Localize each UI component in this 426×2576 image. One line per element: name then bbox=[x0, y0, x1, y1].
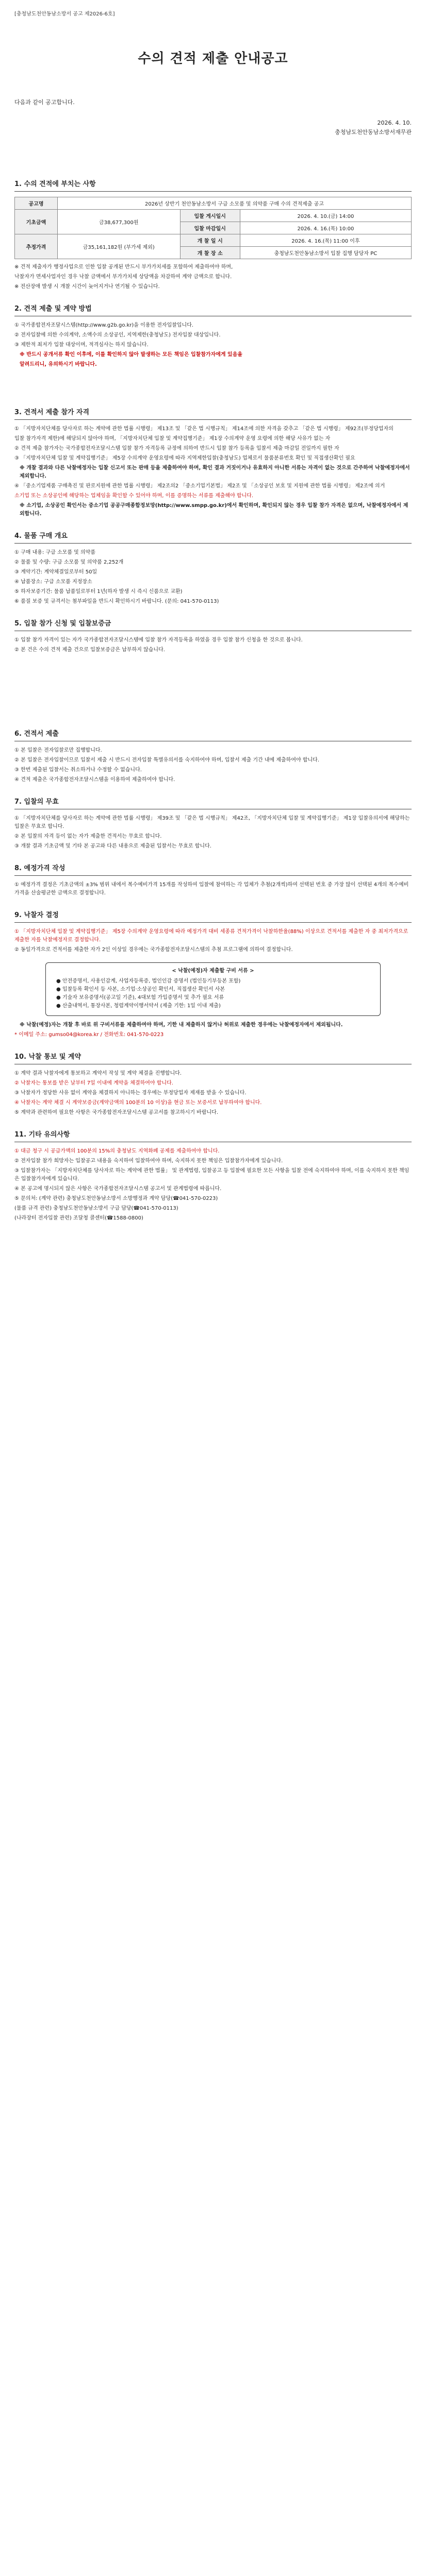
list-item: ④ 견적 제출은 국가종합전자조달시스템을 이용하여 제출하여야 합니다. bbox=[14, 777, 175, 783]
warning-note: ※ 소기업, 소상공인 확인서는 중소기업 공공구매종합정보망(http://www.smpp.go.kr)에서 확인하며, 확인되지 않는 경우 입찰 참가 자격은 없으며, 낙찰예정자에서 제외합니다. bbox=[20, 503, 408, 517]
table-cell: 개 찰 장 소 bbox=[180, 247, 240, 259]
list-item: ③ 개찰 결과 기초금액 및 기타 본 공고와 다른 내용으로 제출된 입찰서는 무효로 합니다. bbox=[14, 843, 211, 849]
table-cell: 2026. 4. 10.(금) 14:00 bbox=[240, 210, 411, 222]
note-text: ※ 견적 제출자가 행정사업으로 인한 입찰 공개된 반드시 부가가치세를 포함하여 제출하여야 하며, bbox=[14, 264, 233, 270]
section-5-title: 5. 입찰 참가 신청 및 입찰보증금 bbox=[14, 620, 111, 628]
list-item: ③ 계약기간: 계약체결일로부터 50일 bbox=[14, 569, 97, 575]
list-item: ③ 낙찰자가 정당한 사유 없이 계약을 체결하지 아니하는 경우에는 부정당업자 제재를 받을 수 있습니다. bbox=[14, 1090, 247, 1096]
list-item: ① 예정가격 결정은 기초금액의 ±3% 범위 내에서 복수예비가격 15개를 작성하여 입찰에 참여하는 각 업체가 추첨(2개씩)하여 선택된 번호 중 가장 많이 선택된 4개의 복수예비가격을 산술평균한 금액으로 결정합니다. bbox=[14, 882, 409, 896]
section-7-title: 7. 입찰의 무효 bbox=[14, 798, 59, 806]
table-cell: 개 찰 일 시 bbox=[180, 234, 240, 247]
required-documents-box bbox=[45, 962, 381, 1016]
list-item: ③ 「지방자치단체 입찰 및 계약집행기준」 제5장 수의계약 운영요령에 따라 지역제한입찰(충청남도) 업체로서 물품분류번호 확인 및 직접생산확인 필요 bbox=[14, 455, 355, 461]
list-item: ② 전자입찰 참가 희망자는 입찰공고 내용을 숙지하여 입찰하여야 하며, 숙지하지 못한 책임은 입찰참가자에게 있습니다. bbox=[14, 1158, 283, 1164]
list-item: ● 안전증명서, 사용인감계, 사업자등록증, 법인인감 증명서 (법인등기부등본 포함) bbox=[56, 978, 241, 984]
section-divider bbox=[14, 191, 412, 192]
list-item: ② 본 건은 수의 견적 제출 건으로 입찰보증금은 납부하지 않습니다. bbox=[14, 647, 165, 653]
list-item: ④ 본 공고에 명시되지 않은 사항은 국가종합전자조달시스템 공고서 및 관계법령에 따릅니다. bbox=[14, 1186, 222, 1192]
notice-date: 2026. 4. 10. bbox=[377, 120, 412, 126]
table-cell: 2026. 4. 16.(목) 11:00 이후 bbox=[240, 234, 411, 247]
section-divider bbox=[14, 543, 412, 544]
list-item: ② 동일가격으로 견적서를 제출한 자가 2인 이상일 경우에는 국가종합전자조달시스템의 추첨 프로그램에 의하여 결정합니다. bbox=[14, 947, 293, 953]
table-cell: 2026. 4. 16.(목) 10:00 bbox=[240, 222, 411, 234]
table-cell: 충청남도천안동남소방서 입찰 집행 담당자 PC bbox=[240, 247, 411, 259]
table-cell: 금38,677,300원 bbox=[58, 210, 181, 234]
list-item: ① 국가종합전자조달시스템(http://www.g2b.go.kr)을 이용한 전자입찰입니다. bbox=[14, 323, 194, 328]
list-item: ④ 「중소기업제품 구매촉진 및 판로지원에 관한 법률 시행령」 제2조의2 「중소기업기본법」 제2조 및 「소상공인 보호 및 지원에 관한 법률 시행령」 제2조에 의거 bbox=[14, 483, 385, 489]
table-cell: 입찰 마감일시 bbox=[180, 222, 240, 234]
section-6-title: 6. 견적서 제출 bbox=[14, 730, 59, 738]
section-4-title: 4. 물품 구매 개요 bbox=[14, 532, 68, 540]
list-item: ● 입찰등록 확인서 등 사본, 소기업·소상공인 확인서, 직접생산 확인서 사본 bbox=[56, 987, 225, 992]
list-item: ③ 입찰참가자는 「지방자치단체를 당사자로 하는 계약에 관한 법률」 및 관계법령, 입찰공고 등 입찰에 필요한 모든 사항을 입찰 전에 숙지하여야 하며, 이를 숙지하지 못한 책임은 입찰참가자에게 있습니다. bbox=[14, 1168, 409, 1182]
list-item: ① 「지방자치단체를 당사자로 하는 계약에 관한 법률 시행령」 제39조 및 「같은 법 시행규칙」 제42조, 「지방자치단체 입찰 및 계약집행기준」 제1장 입찰유의서에 해당하는 입찰은 무효로 합니다. bbox=[14, 816, 410, 829]
list-item: ① 대금 청구 시 공급가액의 100분의 15%의 충청남도 지역화폐 공제를 제출하여야 합니다. bbox=[14, 1148, 220, 1154]
contact-info: ⑤ 문의처: (계약 관련) 충청남도천안동남소방서 소방행정과 계약 담당(☎041-570-0223) bbox=[14, 1196, 218, 1201]
list-item: ① 「지방자치단체 입찰 및 계약집행기준」 제5장 수의계약 운영요령에 따라 예정가격 대비 세종류 견적가격이 낙찰하한율(88%) 이상으로 견적서를 제출한 자 중 최저가격으로 제출한 자를 낙찰예정자로 결정합니다. bbox=[14, 929, 408, 943]
list-item: ① 「지방자치단체를 당사자로 하는 계약에 관한 법률 시행령」 제13조 및 「같은 법 시행규칙」 제14조에 의한 자격을 갖추고 「같은 법 시행령」 제92조(부정당업자의 bbox=[14, 426, 394, 432]
list-item: ⑥ 품질 보증 및 규격서는 첨부파일을 반드시 확인하시기 바랍니다. (문의: 041-570-0113) bbox=[14, 599, 219, 604]
list-item: ② 본 입찰은 전자입찰이므로 입찰서 제출 시 반드시 전자입찰 특별유의서를 숙지하여야 하며, 입찰서 제출 기간 내에 제출하여야 합니다. bbox=[14, 757, 319, 763]
warning-note: ※ 개찰 결과와 다른 낙찰예정자는 입찰 신고서 또는 판매 등을 제출하여야 하며, 확인 결과 거짓이거나 유효하지 아니한 서류는 자격이 없는 것으로 간주하여 낙찰예정자에서 제외합니다. bbox=[20, 465, 410, 479]
section-9-title: 9. 낙찰자 결정 bbox=[14, 911, 59, 919]
warning-note: ※ 낙찰(예정)자는 개찰 후 바로 위 구비서류를 제출하여야 하며, 기한 내 제출하지 않거나 허위로 제출한 경우에는 낙찰예정자에서 제외됩니다. bbox=[20, 1022, 343, 1028]
list-item: ⑤ 계약과 관련하여 필요한 사항은 국가종합전자조달시스템 공고서를 참고하시기 바랍니다. bbox=[14, 1110, 218, 1115]
table-cell: 추정가격 bbox=[15, 234, 58, 259]
document-number: [충청남도천안동남소방서 공고 제2026-6호] bbox=[14, 11, 115, 17]
list-item: ① 입찰 참가 자격이 있는 자가 국가종합전자조달시스템에 입찰 참가 자격등록을 하였을 경우 입찰 참가 신청을 한 것으로 봅니다. bbox=[14, 637, 303, 643]
section-divider bbox=[14, 419, 412, 420]
section-3-title: 3. 견적서 제출 참가 자격 bbox=[14, 409, 90, 416]
list-item: ● 산출내역서, 통장사본, 청렴계약이행서약서 (제출 기한: 1일 이내 제출) bbox=[56, 1003, 221, 1009]
warning-note: 알려드리니, 유의하시기 바랍니다. bbox=[20, 362, 97, 367]
contact-info: (나라장터 전자입찰 관련) 조달청 콜센터(☎1588-0800) bbox=[14, 1215, 143, 1221]
section-divider bbox=[14, 922, 412, 923]
section-8-title: 8. 예정가격 작성 bbox=[14, 865, 65, 872]
list-item: ② 물품 및 수량: 구급 소모품 및 의약품 2,252개 bbox=[14, 560, 124, 565]
section-1-title: 1. 수의 견적에 부치는 사항 bbox=[14, 180, 96, 188]
list-item: ② 본 입찰의 자격 등이 없는 자가 제출한 견적서는 무효로 합니다. bbox=[14, 834, 162, 839]
list-item: ③ 제한적 최저가 입찰 대상이며, 적격심사는 하지 않습니다. bbox=[14, 342, 149, 348]
section-divider bbox=[14, 875, 412, 876]
box-title: < 낙찰(예정)자 제출할 구비 서류 > bbox=[172, 968, 254, 974]
section-10-title: 10. 낙찰 통보 및 계약 bbox=[14, 1053, 81, 1061]
table-cell: 입찰 게시일시 bbox=[180, 210, 240, 222]
table-cell: 2026년 상반기 천안동남소방서 구급 소모품 및 의약품 구매 수의 견적제출 공고 bbox=[58, 197, 412, 210]
table-cell: 기초금액 bbox=[15, 210, 58, 234]
list-item: ① 계약 결과 낙찰자에게 통보하고 계약서 작성 및 계약 체결을 진행합니다. bbox=[14, 1071, 182, 1076]
note-text: 낙찰자가 면세사업자인 경우 낙찰 금액에서 부가가치세 상당액을 차감하여 계약 금액으로 합니다. bbox=[14, 274, 232, 280]
list-item: ④ 낙찰자는 계약 체결 시 계약보증금(계약금액의 100분의 10 이상)을 현금 또는 보증서로 납부하여야 합니다. bbox=[14, 1100, 262, 1106]
list-item: ④ 납품장소: 구급 소모품 지정장소 bbox=[14, 579, 92, 585]
list-item: ① 본 입찰은 전자입찰로만 집행합니다. bbox=[14, 748, 102, 753]
contact-info: (물품 규격 관련) 충청남도천안동남소방서 구급 담당(☎041-570-0113) bbox=[14, 1206, 178, 1211]
list-item: ③ 한번 제출된 입찰서는 취소하거나 수정할 수 없습니다. bbox=[14, 767, 142, 773]
section-11-title: 11. 기타 유의사항 bbox=[14, 1131, 70, 1139]
list-item: ① 구매 내용: 구급 소모품 및 의약품 bbox=[14, 550, 95, 555]
table-cell: 금35,161,182원 (부가세 제외) bbox=[58, 234, 181, 259]
issuing-agency: 충청남도천안동남소방서재무관 bbox=[335, 129, 412, 135]
list-item: ● 기술자 보유증명서(공고일 기준), 4대보험 가입증명서 및 추가 필요 서류 bbox=[56, 995, 224, 1001]
list-item: 입찰 참가자격 제한)에 해당되지 않아야 하며, 「지방자치단체 입찰 및 계약집행기준」 제1장 수의계약 운영 요령에 의한 해당 사유가 없는 자 bbox=[14, 436, 331, 442]
list-item: ② 견적 제출 참가자는 국가종합전자조달시스템 입찰 참가 자격등록 규정에 의하여 반드시 입찰 참가 등록을 입찰서 제출 마감일 전일까지 필한 자 bbox=[14, 446, 339, 451]
page-title: 수의 견적 제출 안내공고 bbox=[138, 51, 288, 66]
list-item: ② 전자입찰에 의한 수의계약, 소액수의 소상공인, 지역제한(충청남도) 전자입찰 대상입니다. bbox=[14, 332, 221, 338]
note-text: ※ 전산장애 발생 시 개찰 시간이 늦어지거나 연기될 수 있습니다. bbox=[14, 284, 160, 290]
intro-text: 다음과 같이 공고합니다. bbox=[14, 99, 75, 106]
contact-info: * 이메일 주소: gumso04@korea.kr / 전화번호: 041-570-0223 bbox=[14, 1032, 164, 1038]
list-item: 소기업 또는 소상공인에 해당하는 업체임을 확인할 수 있어야 하며, 이를 증명하는 서류를 제출해야 합니다. bbox=[14, 493, 254, 499]
list-item: ⑤ 하자보증기간: 물품 납품일로부터 1년(하자 발생 시 즉시 신품으로 교환) bbox=[14, 589, 183, 595]
summary-table bbox=[14, 197, 412, 259]
warning-note: ※ 반드시 공개서류 확인 이후에, 이를 확인하지 않아 발생하는 모든 책임은 입찰참가자에게 있음을 bbox=[20, 352, 243, 358]
section-2-title: 2. 견적 제출 및 계약 방법 bbox=[14, 305, 92, 313]
table-cell: 공고명 bbox=[15, 197, 58, 210]
list-item: ② 낙찰자는 통보를 받은 날부터 7일 이내에 계약을 체결하여야 합니다. bbox=[14, 1080, 173, 1086]
